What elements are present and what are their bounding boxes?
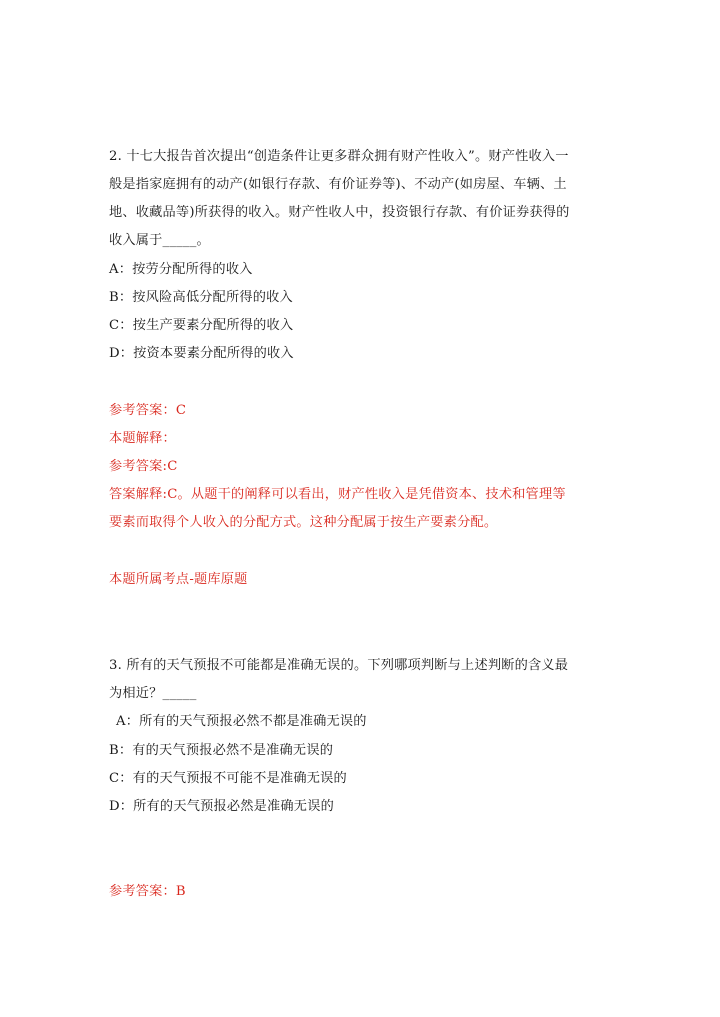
q2-stem-line-3: 地、收藏品等)所获得的收入。财产性收人中，投资银行存款、有价证券获得的: [109, 205, 570, 220]
q3-option-b: B：有的天气预报必然不是准确无误的: [109, 743, 334, 758]
q2-stem-line-2: 般是指家庭拥有的动产(如银行存款、有价证券等)、不动产(如房屋、车辆、土: [109, 177, 567, 192]
q2-option-d: D：按资本要素分配所得的收入: [109, 346, 294, 361]
q2-option-b: B：按风险高低分配所得的收入: [109, 290, 293, 305]
q3-option-a: A：所有的天气预报必然不都是准确无误的: [116, 714, 367, 729]
q3-stem-line-2: 为相近？_____: [109, 686, 197, 701]
q2-option-a: A：按劳分配所得的收入: [109, 262, 253, 277]
q2-stem-line-4: 收入属于_____。: [109, 233, 210, 248]
q2-explanation-line-2: 要素而取得个人收入的分配方式。这种分配属于按生产要素分配。: [109, 515, 498, 530]
q3-answer: 参考答案：B: [109, 884, 186, 899]
q2-option-c: C：按生产要素分配所得的收入: [109, 318, 294, 333]
q3-option-c: C：有的天气预报不可能不是准确无误的: [109, 771, 347, 786]
q2-explanation-title: 本题解释：: [109, 431, 176, 446]
q3-stem-line-1: 3. 所有的天气预报不可能都是准确无误的。下列哪项判断与上述判断的含义最: [109, 658, 569, 673]
q3-option-d: D：所有的天气预报必然是准确无误的: [109, 799, 334, 814]
q2-stem-line-1: 2. 十七大报告首次提出“创造条件让更多群众拥有财产性收入”。财产性收入一: [109, 149, 569, 164]
q2-answer: 参考答案：C: [109, 403, 187, 418]
q2-topic: 本题所属考点-题库原题: [109, 572, 248, 587]
q2-explanation-line-1: 答案解释:C。从题干的阐释可以看出，财产性收入是凭借资本、技术和管理等: [109, 487, 566, 502]
q2-answer-repeat: 参考答案:C: [109, 459, 178, 474]
